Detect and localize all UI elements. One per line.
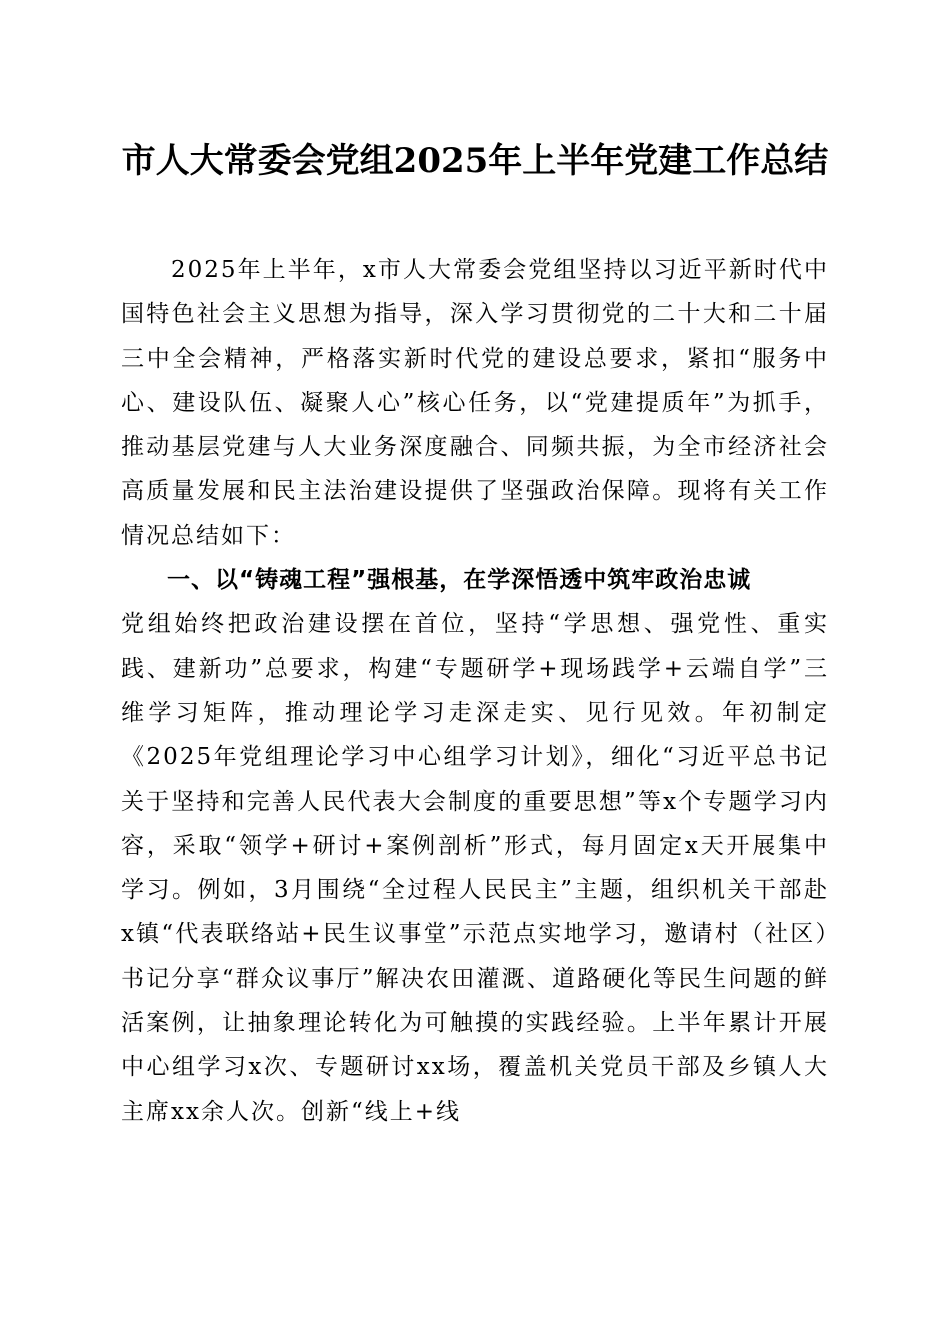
section-1-paragraph: 党组始终把政治建设摆在首位，坚持“学思想、强党性、重实践、建新功”总要求，构建“专题研学+现场践学+云端自学”三维学习矩阵，推动理论学习走深走实、见行见效。年初制定《2025年党组理论学习中心组学习计划》，细化“习近平总书记关于坚持和完善人民代表大会制度的重要思想”等x个专题学习内容，采取“领学+研讨+案例剖析”形式，每月固定x天开展集中学习。例如，3月围绕“全过程人民民主”主题，组织机关干部赴x镇“代表联络站+民生议事堂”示范点实地学习，邀请村（社区）书记分享“群众议事厅”解决农田灌溉、道路硬化等民生问题的鲜活案例，让抽象理论转化为可触摸的实践经验。上半年累计开展中心组学习x次、专题研讨xx场，覆盖机关党员干部及乡镇人大主席xx余人次。创新“线上+线: [121, 611, 829, 1125]
intro-paragraph: 2025年上半年，x市人大常委会党组坚持以习近平新时代中国特色社会主义思想为指导，深入学习贯彻党的二十大和二十届三中全会精神，严格落实新时代党的建设总要求，紧扣“服务中心、建设队伍、凝聚人心”核心任务，以“党建提质年”为抓手，推动基层党建与人大业务深度融合、同频共振，为全市经济社会高质量发展和民主法治建设提供了坚强政治保障。现将有关工作情况总结如下：: [121, 257, 829, 549]
document-body: [121, 248, 829, 1134]
document-title: 市人大常委会党组2025年上半年党建工作总结: [121, 141, 829, 181]
section-heading-1: 一、以“铸魂工程”强根基，在学深悟透中筑牢政治忠诚: [167, 567, 752, 594]
